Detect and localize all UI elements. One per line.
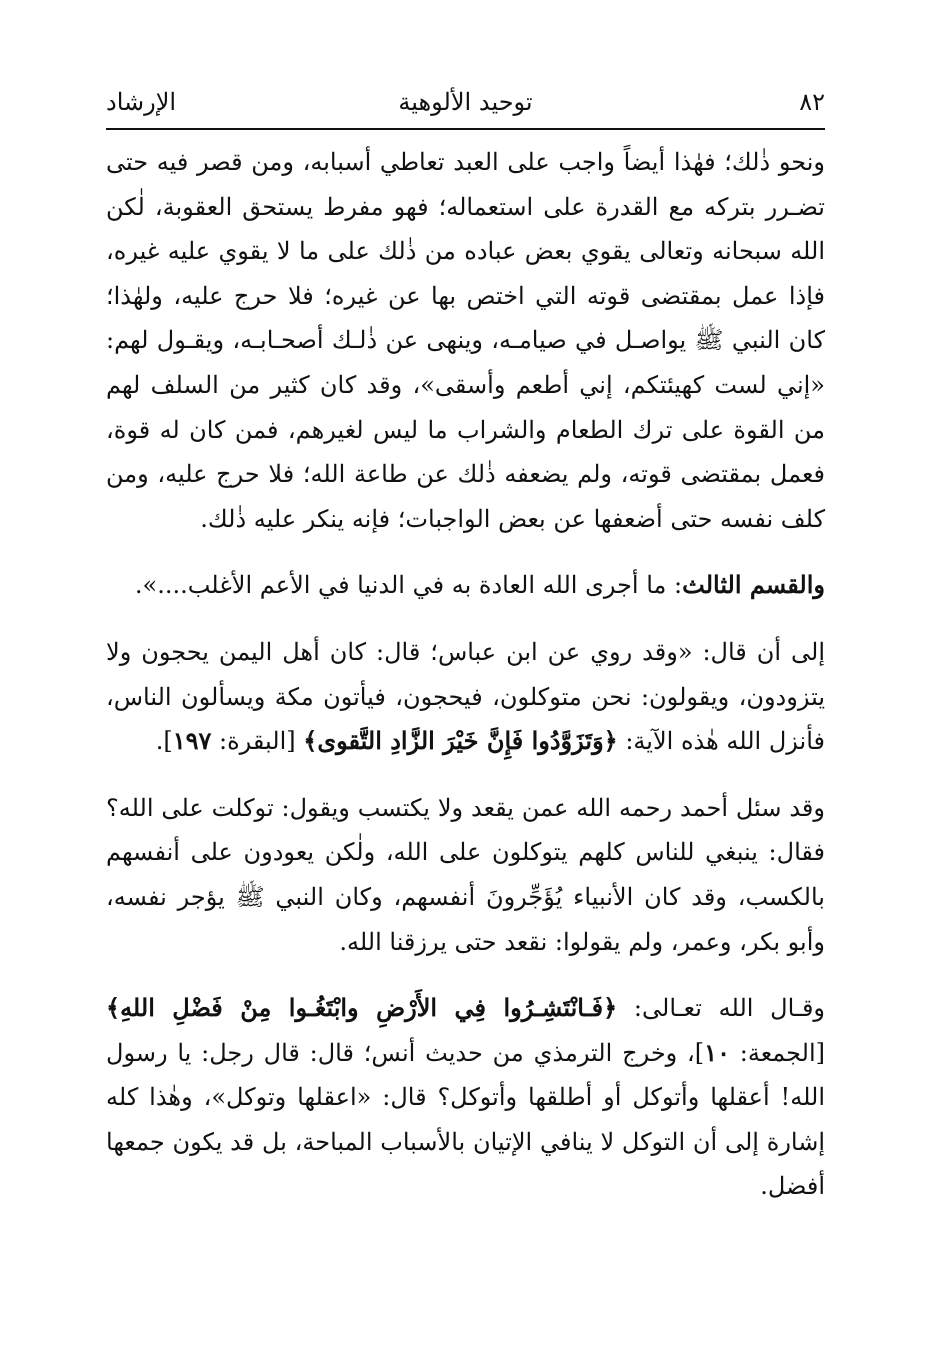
book-title: الإرشاد	[106, 88, 177, 116]
paragraph-text: ]، وخرج الترمذي من حديث أنس؛ قال: قال رجل: يا رسول الله! أعقلها وأتوكل أو أطلقها وأتوكل؟ قال: «اعقلها وتوكل»، وهٰذا كله إشارة إلى أن التوكل لا ينافي الإتيان بالأسباب المباحة، بل قد يكون جمعها أفضل.	[106, 1038, 825, 1201]
paragraph-ahmad	[106, 786, 825, 964]
paragraph-text: : ما أجرى الله العادة به في الدنيا في الأعم الأغلب....».	[134, 571, 683, 600]
verse-reference: [البقرة:	[211, 727, 304, 756]
paragraph-text: إلى أن قال: «وقد روي عن ابن عباس؛ قال: كان أهل اليمن يحجون ولا يتزودون، ويقولون: نحن متوكلون، فيحجون، فيأتون مكة ويسألون الناس، فأنزل الله هٰذه الآية:	[106, 637, 825, 756]
page-header	[106, 76, 825, 128]
verse-number: ١٩٧	[172, 726, 212, 756]
section-heading: والقسم الثالث	[682, 570, 825, 600]
paragraph-continuation	[106, 140, 825, 541]
verse-number: ١٠	[704, 1037, 730, 1067]
verse-reference: [الجمعة:	[729, 1038, 826, 1067]
paragraph-text: ونحو ذٰلك؛ فهٰذا أيضاً واجب على العبد تعاطي أسبابه، ومن قصر فيه حتى تضـرر بتركه مع القدرة على استعماله؛ فهو مفرط يستحق العقوبة، لٰكن الله سبحانه وتعالى يقوي بعض عباده من ذٰلك على ما لا يقوي عليه غيره، فإذا عمل بمقتضى قوته التي اختص بها عن غيره؛ فلا حرج عليه، ولهٰذا؛ كان النبي ﷺ يواصـل في صيامـه، وينهى عن ذٰلـك أصحـابـه، ويقـول لهم: «إني لست كهيئتكم، إني أطعم وأسقى»، وقد كان كثير من السلف لهم من القوة على ترك الطعام والشراب ما ليس لغيرهم، فمن كان له قوة، فعمل بمقتضى قوته، ولم يضعفه ذٰلك عن طاعة الله؛ فلا حرج عليه، ومن كلف نفسه حتى أضعفها عن بعض الواجبات؛ فإنه ينكر عليه ذٰلك.	[106, 148, 826, 533]
header-rule	[106, 128, 825, 130]
quran-verse: ﴿فَـانْتَشِـرُوا فِي الأَرْضِ وابْتَغُـوا مِنْ فَضْلِ اللهِ﴾	[106, 993, 618, 1023]
paragraph-ibn-abbas	[106, 630, 825, 764]
quran-verse: ﴿وَتَزَوَّدُوا فَإِنَّ خَيْرَ الزَّادِ التَّقوى﴾	[303, 726, 618, 756]
paragraph-third-section	[106, 563, 825, 608]
paragraph-text: وقد سئل أحمد رحمه الله عمن يقعد ولا يكتسب ويقول: توكلت على الله؟ فقال: ينبغي للناس كلهم يتوكلون على الله، ولٰكن يعودون على أنفسهم بالكسب، وقد كان الأنبياء يُؤَجِّرونَ أنفسهم، وكان النبي ﷺ يؤجر نفسه، وأبو بكر، وعمر، ولم يقولوا: نقعد حتى يرزقنا الله.	[106, 793, 825, 956]
reference-close: ].	[155, 727, 173, 756]
page-body	[106, 140, 825, 1231]
paragraph-jumuah	[106, 986, 825, 1209]
page-number: ٨٢	[799, 88, 825, 116]
paragraph-text: وقـال الله تعـالى:	[617, 994, 826, 1023]
chapter-title: توحيد الألوهية	[398, 88, 533, 116]
